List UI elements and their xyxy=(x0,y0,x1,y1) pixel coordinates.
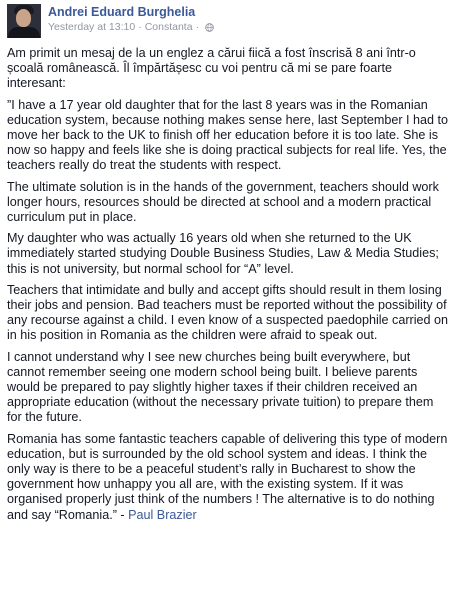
post-location[interactable]: Constanta xyxy=(144,21,193,33)
post-paragraph-4: My daughter who was actually 16 years old when she returned to the UK immediately started studying Double Business Studies, Law & Media Studies; this is not university, but normal school for “A” level. xyxy=(7,231,439,276)
post-paragraph-7-text: Romania has some fantastic teachers capable of delivering this type of modern education, but is surrounded by the old school system and ideas. I think the only way is there to be a peaceful student’s rally in Bucharest to show the government how unhappy you all are, with the existing system. If it was organised properly just think of the numbers ! The alternative is to do nothing and say “Romania.” - xyxy=(7,431,448,522)
post-paragraph-7 xyxy=(7,432,450,523)
post-subline xyxy=(48,20,214,34)
globe-icon[interactable] xyxy=(205,23,214,32)
separator-dot-2: · xyxy=(195,21,200,33)
post-timestamp[interactable]: Yesterday at 13:10 xyxy=(48,21,136,33)
post-meta xyxy=(48,4,214,34)
post-paragraph-6: I cannot understand why I see new churches being built everywhere, but cannot remember seeing one modern school being built. I believe parents would be prepared to pay slightly higher taxes if their children received an appropriate education (without the necessary private tuition) to prepare them for the future. xyxy=(7,349,434,425)
author-name[interactable]: Andrei Eduard Burghelia xyxy=(48,5,196,19)
post-body xyxy=(7,46,450,523)
post-paragraph-3: The ultimate solution is in the hands of the government, teachers should work longer hours, resources should be directed at school and a modern practical curriculum put in place. xyxy=(7,179,439,225)
post-paragraph-5: Teachers that intimidate and bully and accept gifts should result in them losing their jobs and pension. Bad teachers must be reported without the possibility of any recourse against a child. I even know of a suspected paedophile carried on in his position in Romania as the children were afraid to speak out. xyxy=(7,282,449,343)
post-paragraph-1: Am primit un mesaj de la un englez a cărui fiică a fost înscrisă 8 ani într-o școală românească. Îl împărtășesc cu voi pentru că mi se pare foarte interesant: xyxy=(7,46,416,91)
tagged-person-link[interactable]: Paul Brazier xyxy=(128,507,197,522)
avatar[interactable] xyxy=(7,4,41,38)
post-header xyxy=(7,4,450,46)
post-paragraph-2: ”I have a 17 year old daughter that for the last 8 years was in the Romanian education system, because nothing makes sense here, last September I had to move her back to the UK to finish off her education before it is too late. She is now so happy and feels like she is doing practical subjects for real life. Yes, the teachers really do treat the students with respect. xyxy=(7,97,449,173)
separator-dot: · xyxy=(138,21,142,33)
